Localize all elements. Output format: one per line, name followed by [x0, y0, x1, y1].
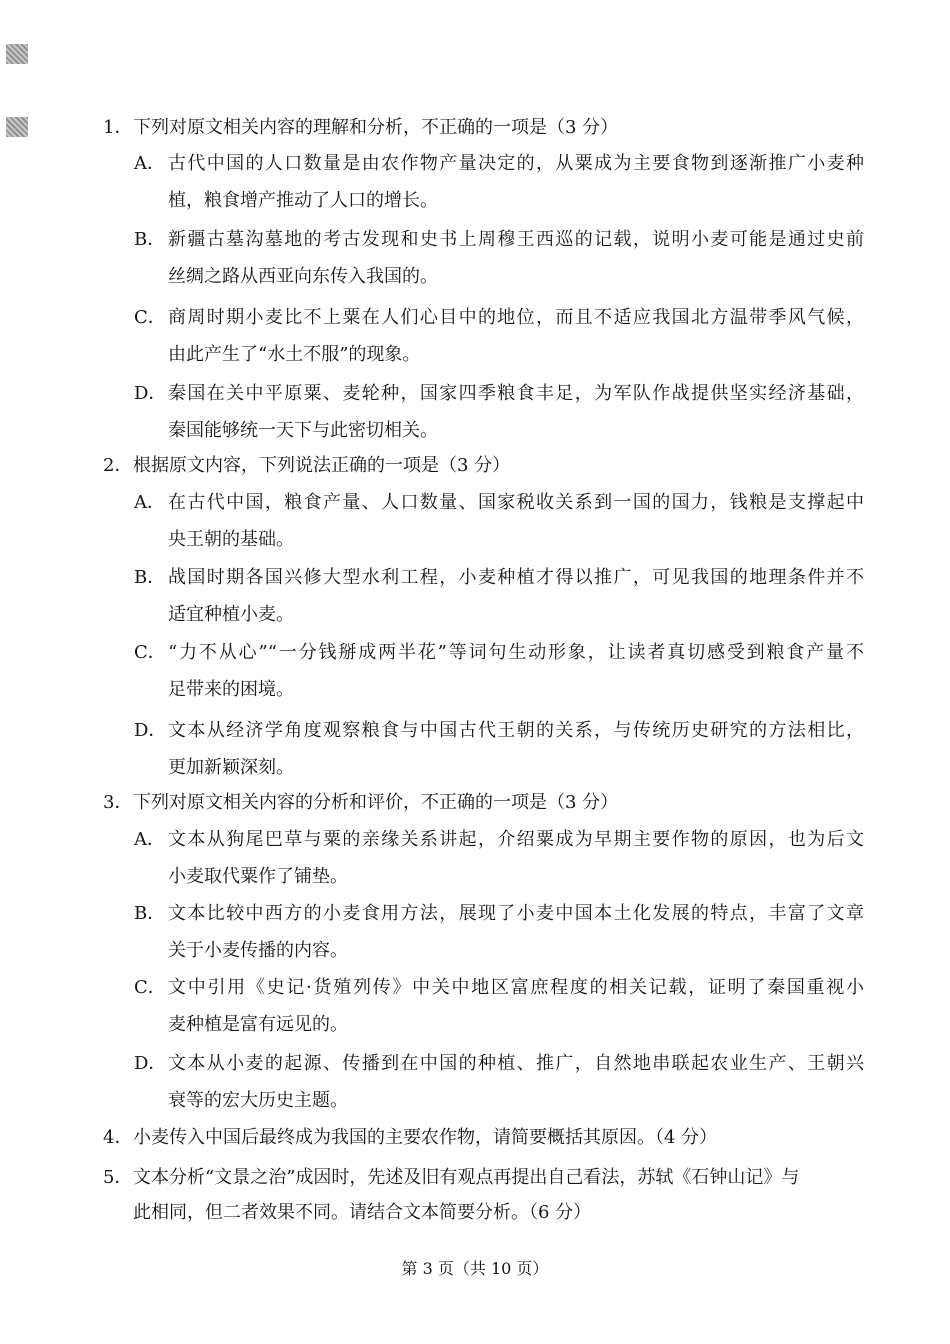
- option-line: 秦国在关中平原粟、麦轮种，国家四季粮食丰足，为军队作战提供坚实经济基础，: [168, 383, 864, 404]
- option-letter: B．: [134, 567, 166, 588]
- question-number: 3．: [103, 792, 133, 813]
- option-line: “力不从心”“一分钱掰成两半花”等词句生动形象，让读者真切感受到粮食产量不: [168, 642, 864, 663]
- option-letter: B．: [134, 229, 166, 250]
- option-letter: C．: [134, 642, 166, 663]
- option-line: 适宜种植小麦。: [168, 604, 294, 625]
- question-text: 下列对原文相关内容的分析和评价，不正确的一项是（3 分）: [133, 792, 619, 813]
- question-3-option-a: [134, 821, 864, 895]
- question-1-option-b: [134, 221, 864, 295]
- question-1-option-d: [134, 375, 864, 449]
- option-line: 衰等的宏大历史主题。: [168, 1090, 348, 1111]
- option-line: 植，粮食增产推动了人口的增长。: [168, 190, 438, 211]
- question-text: 此相同，但二者效果不同。请结合文本简要分析。（6 分）: [133, 1202, 592, 1223]
- question-2-option-a: [134, 484, 864, 558]
- option-line: 小麦取代粟作了铺垫。: [168, 866, 348, 887]
- option-letter: A．: [134, 153, 165, 174]
- option-letter: C．: [134, 977, 166, 998]
- question-number: 4．: [103, 1127, 133, 1148]
- question-text: 下列对原文相关内容的理解和分析，不正确的一项是（3 分）: [133, 117, 619, 138]
- option-line: 商周时期小麦比不上粟在人们心目中的地位，而且不适应我国北方温带季风气候，: [168, 307, 864, 328]
- option-line: 文本比较中西方的小麦食用方法，展现了小麦中国本土化发展的特点，丰富了文章: [168, 903, 864, 924]
- option-line: 丝绸之路从西亚向东传入我国的。: [168, 266, 438, 287]
- option-letter: D．: [134, 720, 167, 741]
- option-line: 更加新颖深刻。: [168, 757, 294, 778]
- option-letter: A．: [134, 829, 165, 850]
- option-letter: C．: [134, 307, 166, 328]
- option-line: 战国时期各国兴修大型水利工程，小麦种植才得以推广，可见我国的地理条件并不: [168, 567, 864, 588]
- question-1-option-c: [134, 299, 864, 373]
- option-line: 秦国能够统一天下与此密切相关。: [168, 420, 438, 441]
- question-3-option-c: [134, 969, 864, 1043]
- option-letter: D．: [134, 1053, 167, 1074]
- question-2-option-c: [134, 634, 864, 708]
- option-line: 在古代中国，粮食产量、人口数量、国家税收关系到一国的国力，钱粮是支撑起中: [168, 492, 864, 513]
- option-letter: B．: [134, 903, 166, 924]
- question-3-option-b: [134, 895, 864, 969]
- option-line: 由此产生了“水土不服”的现象。: [168, 344, 421, 365]
- question-text: 小麦传入中国后最终成为我国的主要农作物，请简要概括其原因。（4 分）: [133, 1127, 718, 1148]
- question-2-option-d: [134, 712, 864, 786]
- question-text: 文本分析“文景之治”成因时，先述及旧有观点再提出自己看法，苏轼《石钟山记》与: [133, 1167, 800, 1188]
- option-line: 文中引用《史记·货殖列传》中关中地区富庶程度的相关记载，证明了秦国重视小: [168, 977, 864, 998]
- question-number: 1．: [103, 117, 133, 138]
- question-number: 2．: [103, 455, 133, 476]
- option-letter: A．: [134, 492, 165, 513]
- option-line: 麦种植是富有远见的。: [168, 1014, 348, 1035]
- option-line: 新疆古墓沟墓地的考古发现和史书上周穆王西巡的记载，说明小麦可能是通过史前: [168, 229, 864, 250]
- option-line: 文本从小麦的起源、传播到在中国的种植、推广，自然地串联起农业生产、王朝兴: [168, 1053, 864, 1074]
- page-footer: 第 3 页（共 10 页）: [401, 1259, 549, 1278]
- question-1-option-a: [134, 145, 864, 219]
- option-line: 央王朝的基础。: [168, 529, 294, 550]
- option-line: 足带来的困境。: [168, 679, 294, 700]
- option-letter: D．: [134, 383, 167, 404]
- question-number: 5．: [103, 1167, 133, 1188]
- question-2-option-b: [134, 559, 864, 633]
- option-line: 关于小麦传播的内容。: [168, 940, 348, 961]
- question-text: 根据原文内容，下列说法正确的一项是（3 分）: [133, 455, 511, 476]
- option-line: 文本从经济学角度观察粮食与中国古代王朝的关系，与传统历史研究的方法相比，: [168, 720, 864, 741]
- option-line: 文本从狗尾巴草与粟的亲缘关系讲起，介绍粟成为早期主要作物的原因，也为后文: [168, 829, 864, 850]
- question-3-option-d: [134, 1045, 864, 1119]
- option-line: 古代中国的人口数量是由农作物产量决定的，从粟成为主要食物到逐渐推广小麦种: [168, 153, 864, 174]
